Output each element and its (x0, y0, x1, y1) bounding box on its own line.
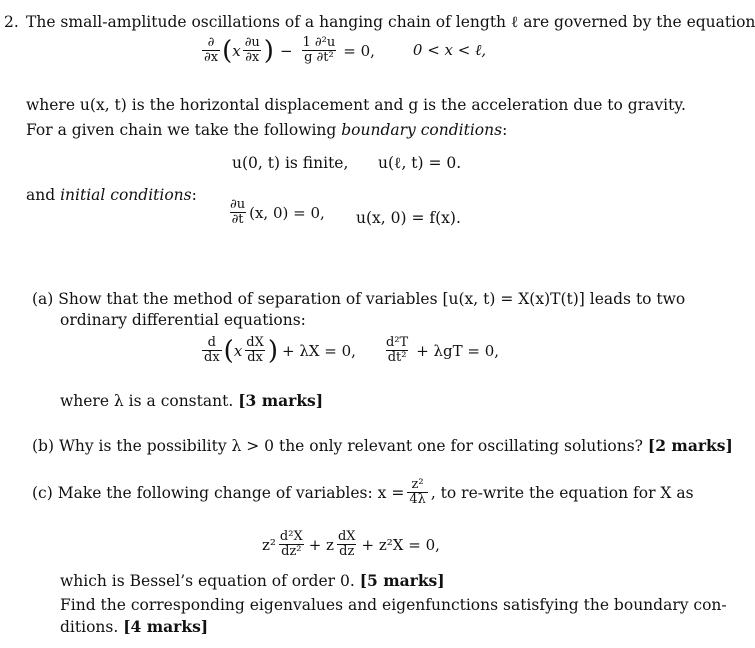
ic-intro (26, 185, 197, 205)
ic1-rest: (x, 0) = 0, (249, 203, 325, 222)
part-a-equations (200, 336, 499, 365)
part-b-marks: [2 marks] (647, 436, 733, 455)
bc-intro (26, 120, 507, 140)
fraction-denominator: ∂x (204, 50, 219, 65)
find-marks: [4 marks] (123, 617, 209, 636)
part-a-line2: ordinary differential equations: (60, 311, 306, 329)
ic-intro-italic: initial conditions (60, 186, 192, 204)
domain: 0 < x < ℓ, (412, 41, 487, 59)
x-equation-rest: + λX = 0, (282, 341, 356, 360)
part-a-where-text: where λ is a constant. (60, 392, 239, 410)
du-dx-fraction (243, 36, 262, 65)
ic-intro-colon: : (191, 186, 197, 204)
inner-x: x (233, 341, 243, 360)
find-text: ditions. (60, 618, 124, 636)
z-squared: z² (262, 535, 276, 554)
d-dx-fraction (202, 336, 222, 365)
bc-intro-italic: boundary conditions (341, 121, 503, 139)
find-line2 (60, 617, 208, 637)
part-c-text-b: , to re-write the equation for X as (430, 483, 694, 502)
fraction-numerator: d (207, 335, 216, 350)
d2T-dt2-fraction (384, 336, 410, 365)
fraction-denominator: ∂x (245, 50, 260, 65)
fraction-denominator: ∂t (231, 212, 244, 227)
part-c-text-a: (c) Make the following change of variables: x = (32, 483, 405, 502)
left-paren: ( (223, 335, 234, 366)
question-number: 2. (4, 13, 19, 31)
part-a-marks: [3 marks] (238, 391, 324, 410)
fraction-numerator: dX (337, 529, 356, 544)
t-equation-rest: + λgT = 0, (416, 341, 500, 360)
bessel-text: which is Bessel’s equation of order 0. (60, 572, 360, 590)
fraction-denominator: dx (204, 350, 220, 365)
dX-dz-fraction (336, 530, 358, 559)
part-a-where (60, 391, 323, 411)
initial-condition-1 (226, 198, 325, 227)
fraction-denominator: dt² (387, 350, 407, 365)
right-paren: ) (263, 35, 274, 66)
partial-x-fraction (202, 36, 220, 65)
substitution-fraction (407, 478, 428, 507)
bessel-line (60, 571, 445, 591)
ic-intro-plain: and (26, 186, 61, 204)
boundary-condition-2: u(ℓ, t) = 0. (378, 154, 462, 172)
pde-equation (200, 36, 486, 65)
bessel-marks: [5 marks] (359, 571, 445, 590)
part-b-text: (b) Why is the possibility λ > 0 the only relevant one for oscillating solutions? (32, 437, 648, 455)
dX-dx-fraction (244, 336, 266, 365)
part-c-line1 (32, 478, 694, 507)
boundary-condition-1: u(0, t) is finite, (232, 154, 349, 172)
part-b (32, 436, 733, 456)
fraction-numerator: ∂ (207, 35, 215, 50)
part-a-line1: (a) Show that the method of separation of variables [u(x, t) = X(x)T(t)] leads to two (32, 290, 686, 308)
fraction-numerator: dX (246, 335, 264, 350)
plus-z: + z (308, 535, 334, 554)
left-paren: ( (222, 35, 233, 66)
right-paren: ) (267, 335, 279, 366)
minus-sign: − (279, 41, 293, 60)
fraction-denominator: 4λ (409, 492, 426, 507)
fraction-numerator: z² (411, 477, 424, 492)
bc-intro-colon: : (502, 121, 508, 139)
bessel-equation (262, 530, 440, 559)
fraction-numerator: ∂u (244, 35, 260, 50)
intro-text: The small-amplitude oscillations of a hanging chain of length ℓ are governed by the equation (26, 13, 755, 31)
fraction-numerator: d²T (385, 335, 409, 350)
fraction-denominator: dx (247, 350, 263, 365)
bessel-rest: + z²X = 0, (361, 535, 440, 554)
find-line1: Find the corresponding eigenvalues and eigenfunctions satisfying the boundary con- (60, 596, 727, 614)
initial-condition-2: u(x, 0) = f(x). (356, 209, 461, 227)
fraction-denominator: g ∂t² (304, 50, 334, 65)
equals-zero: = 0, (343, 41, 375, 60)
inner-x: x (232, 41, 241, 60)
fraction-denominator: dz (339, 544, 355, 559)
where-text: where u(x, t) is the horizontal displacement and g is the acceleration due to gravity. (26, 96, 686, 114)
time-derivative-fraction (301, 36, 338, 65)
d2X-dz2-fraction (278, 530, 305, 559)
bc-intro-plain: For a given chain we take the following (26, 121, 342, 139)
fraction-numerator: 1 ∂²u (302, 35, 336, 50)
du-dt-fraction (228, 198, 247, 227)
fraction-numerator: d²X (279, 529, 303, 544)
fraction-denominator: dz² (281, 544, 302, 559)
fraction-numerator: ∂u (230, 197, 246, 212)
